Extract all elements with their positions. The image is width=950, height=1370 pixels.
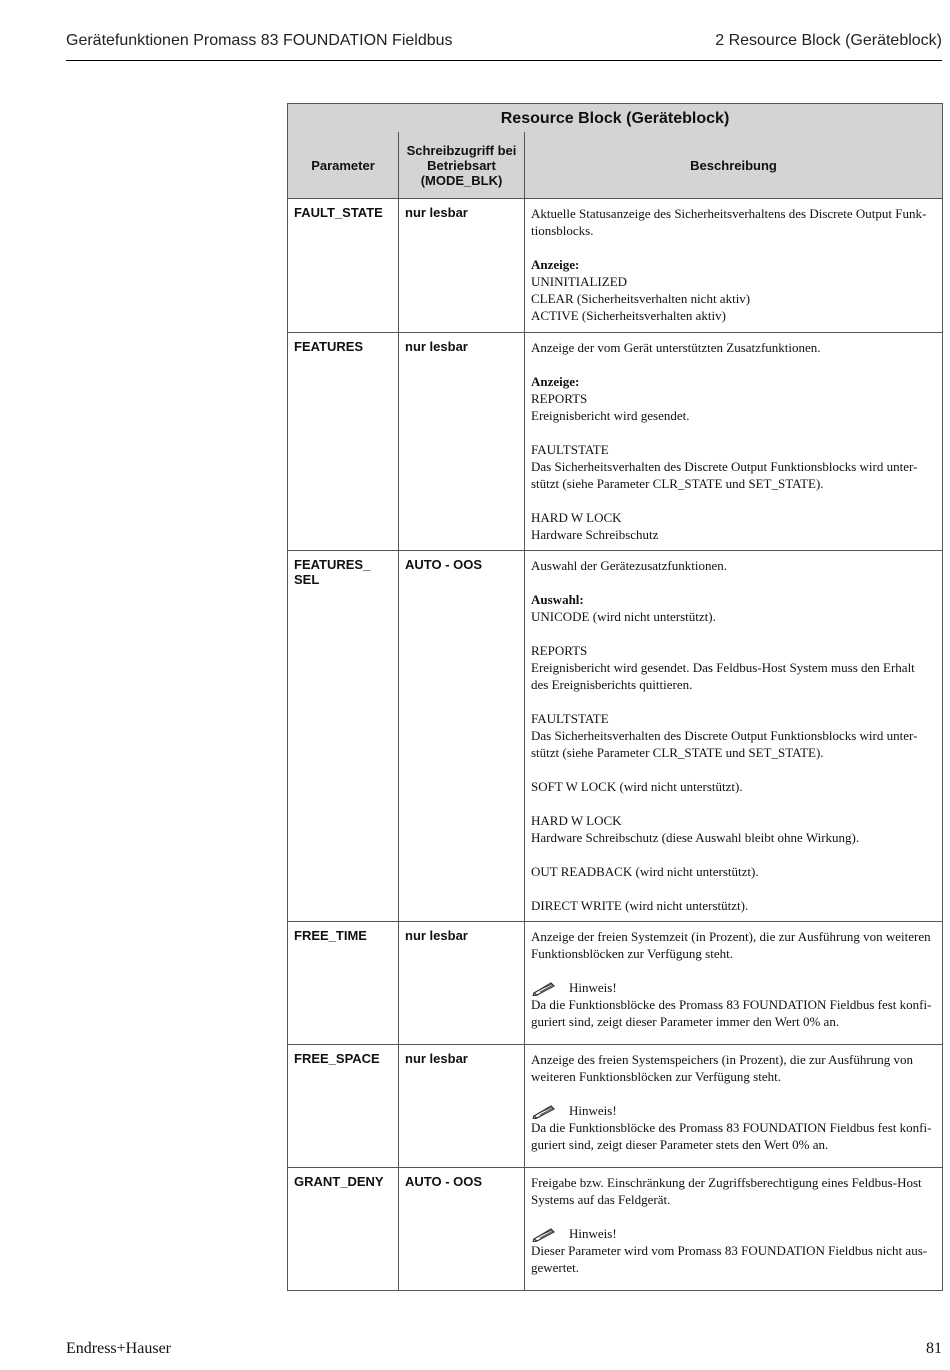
desc-label: Auswahl: [531, 592, 584, 607]
param-description [525, 199, 943, 333]
param-access: nur lesbar [399, 922, 525, 1045]
pencil-note-icon [531, 980, 559, 996]
param-access: nur lesbar [399, 333, 525, 551]
desc-line: Funktionsblöcken zur Verfügung steht. [531, 946, 733, 961]
param-access: nur lesbar [399, 199, 525, 333]
desc-line: Aktuelle Statusanzeige des Sicherheitsverhaltens des Discrete Output Funk- [531, 206, 927, 221]
header-section: 2 Resource Block (Geräteblock) [715, 32, 942, 49]
pencil-note-icon [531, 1226, 559, 1242]
page-number: 81 [926, 1340, 942, 1357]
desc-option: REPORTS [531, 391, 588, 406]
footer-brand: Endress+Hauser [66, 1340, 171, 1357]
desc-option: SOFT W LOCK (wird nicht unterstützt). [531, 779, 743, 794]
page-header [66, 30, 942, 61]
hint-block [531, 1102, 936, 1119]
desc-line: Da die Funktionsblöcke des Promass 83 FOUNDATION Fieldbus fest konfi- [531, 997, 932, 1012]
desc-option: FAULTSTATE [531, 711, 609, 726]
desc-line: Da die Funktionsblöcke des Promass 83 FOUNDATION Fieldbus fest konfi- [531, 1120, 932, 1135]
column-header-access-line2: Betriebsart [427, 157, 496, 173]
header-title: Gerätefunktionen Promass 83 FOUNDATION Fieldbus [66, 32, 453, 49]
param-description [525, 1045, 943, 1168]
hint-label: Hinweis! [569, 980, 617, 995]
param-name-line2: SEL [294, 572, 320, 587]
resource-block-table [287, 103, 943, 1291]
desc-option: REPORTS [531, 643, 588, 658]
desc-line: Anzeige des freien Systemspeichers (in Prozent), die zur Ausführung von [531, 1052, 913, 1067]
param-name: FAULT_STATE [288, 199, 399, 333]
desc-option: OUT READBACK (wird nicht unterstützt). [531, 864, 759, 879]
desc-option: HARD W LOCK [531, 813, 622, 828]
desc-line: stützt (siehe Parameter CLR_STATE und SET_STATE). [531, 745, 824, 760]
desc-line: guriert sind, zeigt dieser Parameter immer den Wert 0% an. [531, 1014, 840, 1029]
table-row [288, 1045, 943, 1168]
desc-line: Anzeige der freien Systemzeit (in Prozent), die zur Ausführung von weiteren [531, 929, 931, 944]
param-name: FREE_SPACE [288, 1045, 399, 1168]
column-header-access-line3: (MODE_BLK) [420, 172, 503, 188]
param-name: FREE_TIME [288, 922, 399, 1045]
desc-option: DIRECT WRITE (wird nicht unterstützt). [531, 898, 749, 913]
desc-option: ACTIVE (Sicherheitsverhalten aktiv) [531, 308, 726, 323]
desc-option: UNINITIALIZED [531, 274, 628, 289]
column-header-parameter: Parameter [288, 132, 399, 199]
column-header-description: Beschreibung [525, 132, 943, 199]
table-row [288, 333, 943, 551]
desc-line: Hardware Schreibschutz (diese Auswahl bleibt ohne Wirkung). [531, 830, 860, 845]
param-name-line1: FEATURES_ [294, 557, 371, 572]
desc-line: stützt (siehe Parameter CLR_STATE und SET_STATE). [531, 476, 824, 491]
desc-line: guriert sind, zeigt dieser Parameter stets den Wert 0% an. [531, 1137, 829, 1152]
desc-line: des Ereignisberichts quittieren. [531, 677, 693, 692]
desc-line: Das Sicherheitsverhalten des Discrete Output Funktionsblocks wird unter- [531, 459, 918, 474]
desc-line: Hardware Schreibschutz [531, 527, 659, 542]
desc-line: Ereignisbericht wird gesendet. Das Feldbus-Host System muss den Erhalt [531, 660, 915, 675]
param-description [525, 1168, 943, 1291]
table-row [288, 922, 943, 1045]
desc-line: Das Sicherheitsverhalten des Discrete Output Funktionsblocks wird unter- [531, 728, 918, 743]
param-name [288, 551, 399, 922]
pencil-note-icon [531, 1103, 559, 1119]
param-name: FEATURES [288, 333, 399, 551]
param-access: AUTO - OOS [399, 1168, 525, 1291]
hint-label: Hinweis! [569, 1103, 617, 1118]
table-title: Resource Block (Geräteblock) [288, 104, 943, 133]
table-row [288, 1168, 943, 1291]
column-header-access-line1: Schreibzugriff bei [406, 142, 517, 158]
desc-label: Anzeige: [531, 374, 580, 389]
desc-line: gewertet. [531, 1260, 580, 1275]
hint-block [531, 1225, 936, 1242]
param-description [525, 922, 943, 1045]
desc-line: Anzeige der vom Gerät unterstützten Zusatzfunktionen. [531, 340, 821, 355]
desc-option: FAULTSTATE [531, 442, 609, 457]
param-name: GRANT_DENY [288, 1168, 399, 1291]
hint-block [531, 979, 936, 996]
desc-line: Ereignisbericht wird gesendet. [531, 408, 690, 423]
table-row [288, 551, 943, 922]
desc-label: Anzeige: [531, 257, 580, 272]
desc-line: Auswahl der Gerätezusatzfunktionen. [531, 558, 728, 573]
column-header-access [399, 132, 525, 199]
param-access: AUTO - OOS [399, 551, 525, 922]
hint-label: Hinweis! [569, 1226, 617, 1241]
param-access: nur lesbar [399, 1045, 525, 1168]
desc-line: weiteren Funktionsblöcken zur Verfügung steht. [531, 1069, 781, 1084]
param-description [525, 333, 943, 551]
desc-option: CLEAR (Sicherheitsverhalten nicht aktiv) [531, 291, 751, 306]
param-description [525, 551, 943, 922]
desc-line: Dieser Parameter wird vom Promass 83 FOUNDATION Fieldbus nicht aus- [531, 1243, 928, 1258]
desc-option: UNICODE (wird nicht unterstützt). [531, 609, 716, 624]
desc-option: HARD W LOCK [531, 510, 622, 525]
desc-line: Systems auf das Feldgerät. [531, 1192, 671, 1207]
desc-line: Freigabe bzw. Einschränkung der Zugriffsberechtigung eines Feldbus-Host [531, 1175, 922, 1190]
desc-line: tionsblocks. [531, 223, 594, 238]
table-row [288, 199, 943, 333]
